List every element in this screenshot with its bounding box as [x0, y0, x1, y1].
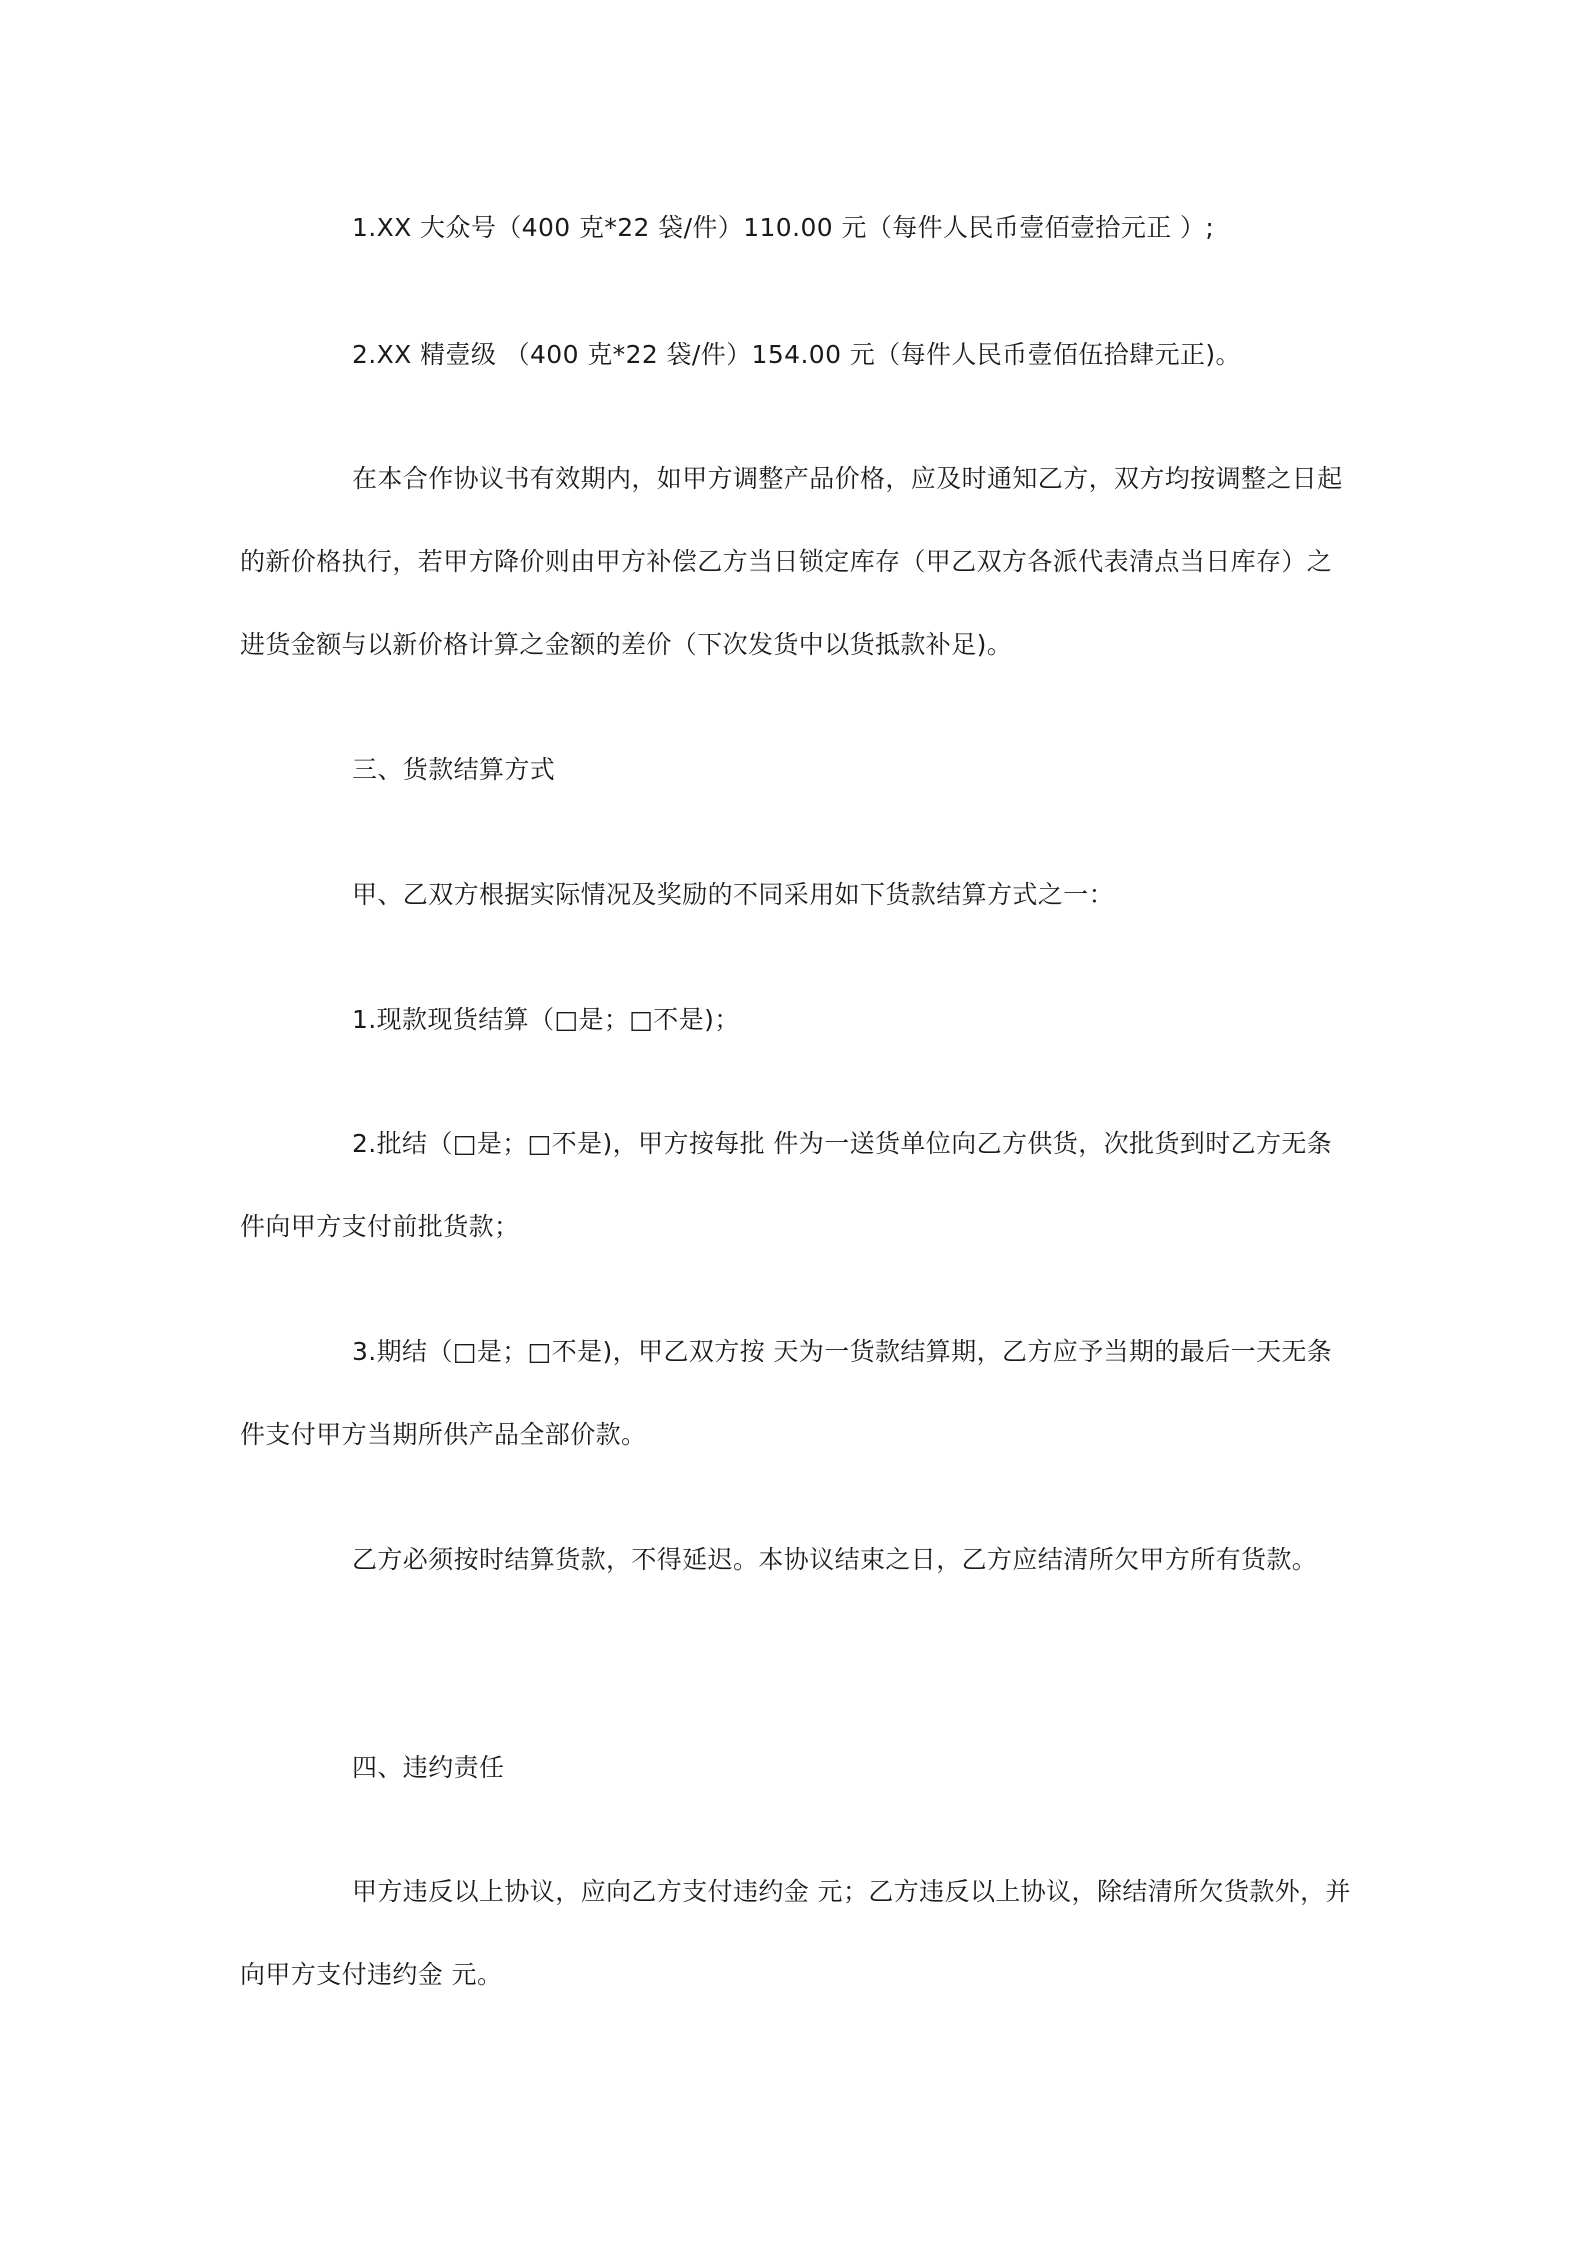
section4-body: 甲方违反以上协议，应向乙方支付违约金 元；乙方违反以上协议，除结清所欠货款外，并向甲方支付违约金 元。: [240, 1877, 1351, 1989]
settlement-option-1: 1.现款现货结算（□是；□不是)；: [352, 1005, 740, 1034]
section4-heading: 四、违约责任: [352, 1753, 505, 1782]
price-item-1: 1.XX 大众号（400 克*22 袋/件）110.00 元（每件人民币壹佰壹拾元正 ）;: [352, 213, 1215, 242]
settlement-closing: 乙方必须按时结算货款，不得延迟。本协议结束之日，乙方应结清所欠甲方所有货款。: [352, 1545, 1318, 1574]
price-adjustment-paragraph: 在本合作协议书有效期内，如甲方调整产品价格，应及时通知乙方，双方均按调整之日起的新价格执行，若甲方降价则由甲方补偿乙方当日锁定库存（甲乙双方各派代表清点当日库存）之进货金额与以新价格计算之金额的差价（下次发货中以货抵款补足)。: [240, 464, 1343, 659]
settlement-option-3: 3.期结（□是；□不是)，甲乙双方按 天为一货款结算期，乙方应予当期的最后一天无条件支付甲方当期所供产品全部价款。: [240, 1337, 1333, 1449]
price-item-2: 2.XX 精壹级 （400 克*22 袋/件）154.00 元（每件人民币壹佰伍拾肆元正)。: [352, 340, 1241, 369]
section3-heading: 三、货款结算方式: [352, 755, 556, 784]
settlement-option-2: 2.批结（□是；□不是)，甲方按每批 件为一送货单位向乙方供货，次批货到时乙方无条件向甲方支付前批货款；: [240, 1129, 1333, 1241]
section3-intro: 甲、乙双方根据实际情况及奖励的不同采用如下货款结算方式之一：: [352, 880, 1115, 909]
